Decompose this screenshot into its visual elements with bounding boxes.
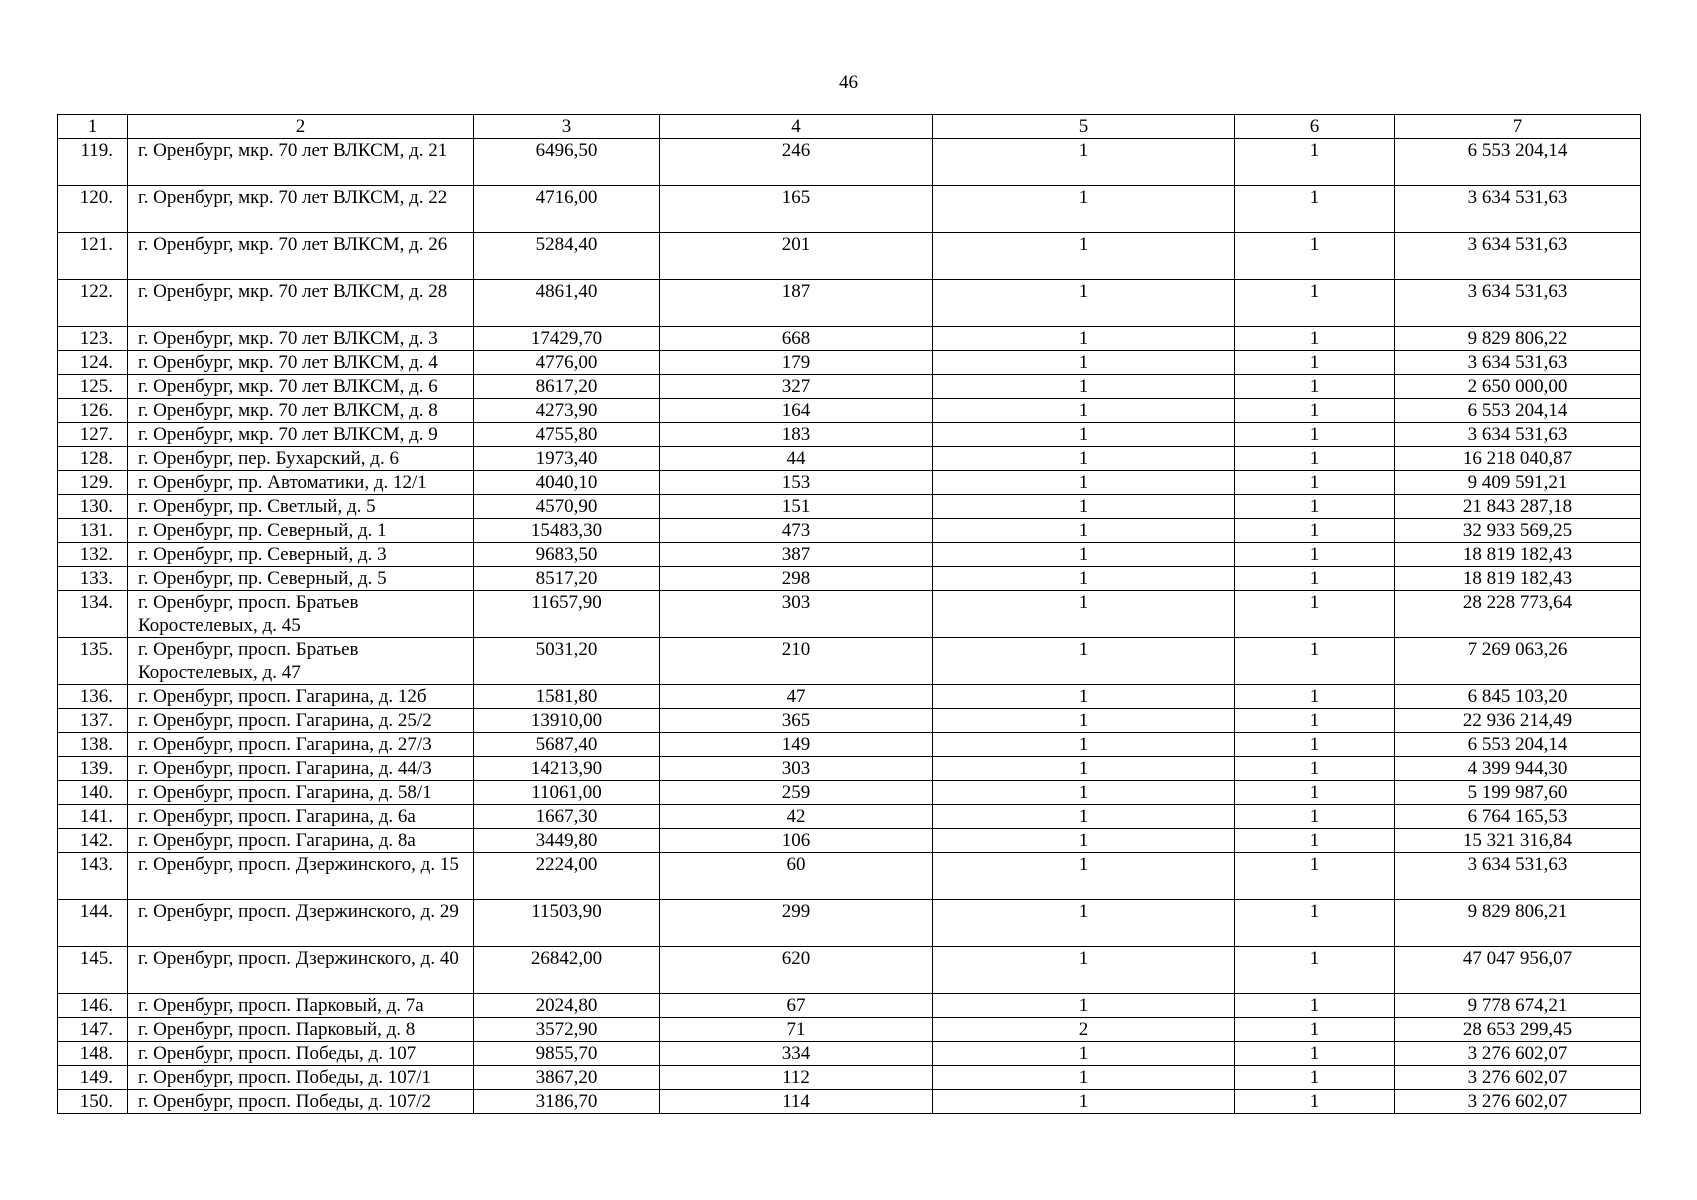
column-header: 6 xyxy=(1235,115,1395,139)
cost-cell: 6 553 204,14 xyxy=(1395,399,1641,423)
residents-cell: 334 xyxy=(660,1042,933,1066)
address-cell: г. Оренбург, мкр. 70 лет ВЛКСМ, д. 3 xyxy=(128,327,474,351)
table-row xyxy=(58,900,1641,947)
area-cell: 11061,00 xyxy=(474,781,660,805)
col5-cell: 1 xyxy=(933,805,1235,829)
col6-cell: 1 xyxy=(1235,327,1395,351)
area-cell: 13910,00 xyxy=(474,709,660,733)
table-row xyxy=(58,1018,1641,1042)
row-number: 135. xyxy=(58,638,128,685)
cost-cell: 3 634 531,63 xyxy=(1395,351,1641,375)
table-row xyxy=(58,139,1641,186)
cost-cell: 9 829 806,22 xyxy=(1395,327,1641,351)
col5-cell: 2 xyxy=(933,1018,1235,1042)
table-row xyxy=(58,399,1641,423)
address-cell: г. Оренбург, пер. Бухарский, д. 6 xyxy=(128,447,474,471)
column-number-header xyxy=(58,115,1641,139)
residents-cell: 149 xyxy=(660,733,933,757)
residents-cell: 47 xyxy=(660,685,933,709)
row-number: 148. xyxy=(58,1042,128,1066)
col6-cell: 1 xyxy=(1235,947,1395,994)
address-cell: г. Оренбург, просп. Дзержинского, д. 29 xyxy=(128,900,474,947)
col5-cell: 1 xyxy=(933,423,1235,447)
col5-cell: 1 xyxy=(933,399,1235,423)
cost-cell: 6 553 204,14 xyxy=(1395,733,1641,757)
col6-cell: 1 xyxy=(1235,280,1395,327)
table-row xyxy=(58,351,1641,375)
table-row xyxy=(58,567,1641,591)
row-number: 142. xyxy=(58,829,128,853)
area-cell: 8617,20 xyxy=(474,375,660,399)
table-row xyxy=(58,280,1641,327)
col5-cell: 1 xyxy=(933,1042,1235,1066)
col6-cell: 1 xyxy=(1235,757,1395,781)
address-cell: г. Оренбург, пр. Северный, д. 1 xyxy=(128,519,474,543)
col6-cell: 1 xyxy=(1235,423,1395,447)
address-cell: г. Оренбург, мкр. 70 лет ВЛКСМ, д. 6 xyxy=(128,375,474,399)
residents-cell: 303 xyxy=(660,757,933,781)
col5-cell: 1 xyxy=(933,709,1235,733)
residents-cell: 365 xyxy=(660,709,933,733)
cost-cell: 9 409 591,21 xyxy=(1395,471,1641,495)
residents-cell: 112 xyxy=(660,1066,933,1090)
address-cell: г. Оренбург, просп. Парковый, д. 7а xyxy=(128,994,474,1018)
row-number: 121. xyxy=(58,233,128,280)
col5-cell: 1 xyxy=(933,947,1235,994)
row-number: 130. xyxy=(58,495,128,519)
col5-cell: 1 xyxy=(933,186,1235,233)
table-row xyxy=(58,709,1641,733)
residents-cell: 259 xyxy=(660,781,933,805)
cost-cell: 6 553 204,14 xyxy=(1395,139,1641,186)
residents-cell: 153 xyxy=(660,471,933,495)
row-number: 125. xyxy=(58,375,128,399)
area-cell: 5284,40 xyxy=(474,233,660,280)
area-cell: 4755,80 xyxy=(474,423,660,447)
area-cell: 4861,40 xyxy=(474,280,660,327)
table-row xyxy=(58,638,1641,685)
row-number: 141. xyxy=(58,805,128,829)
area-cell: 2024,80 xyxy=(474,994,660,1018)
cost-cell: 28 228 773,64 xyxy=(1395,591,1641,638)
col6-cell: 1 xyxy=(1235,709,1395,733)
col5-cell: 1 xyxy=(933,519,1235,543)
cost-cell: 4 399 944,30 xyxy=(1395,757,1641,781)
address-cell: г. Оренбург, мкр. 70 лет ВЛКСМ, д. 22 xyxy=(128,186,474,233)
col6-cell: 1 xyxy=(1235,495,1395,519)
col6-cell: 1 xyxy=(1235,853,1395,900)
residents-cell: 187 xyxy=(660,280,933,327)
area-cell: 1973,40 xyxy=(474,447,660,471)
address-cell: г. Оренбург, пр. Автоматики, д. 12/1 xyxy=(128,471,474,495)
address-cell: г. Оренбург, просп. Братьев Коростелевых, д. 47 xyxy=(128,638,474,685)
address-cell: г. Оренбург, пр. Светлый, д. 5 xyxy=(128,495,474,519)
table-body xyxy=(58,139,1641,1114)
table-row xyxy=(58,543,1641,567)
area-cell: 4570,90 xyxy=(474,495,660,519)
col6-cell: 1 xyxy=(1235,1090,1395,1114)
row-number: 147. xyxy=(58,1018,128,1042)
area-cell: 4040,10 xyxy=(474,471,660,495)
cost-cell: 3 634 531,63 xyxy=(1395,233,1641,280)
area-cell: 3186,70 xyxy=(474,1090,660,1114)
row-number: 138. xyxy=(58,733,128,757)
residents-cell: 210 xyxy=(660,638,933,685)
col5-cell: 1 xyxy=(933,375,1235,399)
col5-cell: 1 xyxy=(933,685,1235,709)
cost-cell: 15 321 316,84 xyxy=(1395,829,1641,853)
address-cell: г. Оренбург, просп. Победы, д. 107/2 xyxy=(128,1090,474,1114)
col6-cell: 1 xyxy=(1235,139,1395,186)
col5-cell: 1 xyxy=(933,591,1235,638)
cost-cell: 5 199 987,60 xyxy=(1395,781,1641,805)
row-number: 126. xyxy=(58,399,128,423)
col6-cell: 1 xyxy=(1235,471,1395,495)
col6-cell: 1 xyxy=(1235,685,1395,709)
address-cell: г. Оренбург, просп. Гагарина, д. 58/1 xyxy=(128,781,474,805)
table-row xyxy=(58,1066,1641,1090)
col5-cell: 1 xyxy=(933,994,1235,1018)
row-number: 139. xyxy=(58,757,128,781)
address-cell: г. Оренбург, просп. Дзержинского, д. 15 xyxy=(128,853,474,900)
page-number: 46 xyxy=(839,72,858,93)
address-cell: г. Оренбург, просп. Гагарина, д. 8а xyxy=(128,829,474,853)
row-number: 119. xyxy=(58,139,128,186)
table-row xyxy=(58,327,1641,351)
table-row xyxy=(58,186,1641,233)
row-number: 143. xyxy=(58,853,128,900)
col5-cell: 1 xyxy=(933,829,1235,853)
address-cell: г. Оренбург, мкр. 70 лет ВЛКСМ, д. 26 xyxy=(128,233,474,280)
residents-cell: 246 xyxy=(660,139,933,186)
residents-cell: 151 xyxy=(660,495,933,519)
cost-cell: 6 764 165,53 xyxy=(1395,805,1641,829)
col6-cell: 1 xyxy=(1235,1042,1395,1066)
residents-cell: 164 xyxy=(660,399,933,423)
residents-cell: 42 xyxy=(660,805,933,829)
row-number: 127. xyxy=(58,423,128,447)
row-number: 140. xyxy=(58,781,128,805)
table-row xyxy=(58,1042,1641,1066)
table-row xyxy=(58,733,1641,757)
area-cell: 9855,70 xyxy=(474,1042,660,1066)
row-number: 131. xyxy=(58,519,128,543)
row-number: 134. xyxy=(58,591,128,638)
col5-cell: 1 xyxy=(933,853,1235,900)
cost-cell: 22 936 214,49 xyxy=(1395,709,1641,733)
table-row xyxy=(58,829,1641,853)
cost-cell: 3 276 602,07 xyxy=(1395,1090,1641,1114)
area-cell: 11657,90 xyxy=(474,591,660,638)
address-cell: г. Оренбург, просп. Дзержинского, д. 40 xyxy=(128,947,474,994)
residents-cell: 71 xyxy=(660,1018,933,1042)
table-row xyxy=(58,471,1641,495)
row-number: 145. xyxy=(58,947,128,994)
table-row xyxy=(58,805,1641,829)
area-cell: 8517,20 xyxy=(474,567,660,591)
residents-cell: 165 xyxy=(660,186,933,233)
residents-cell: 473 xyxy=(660,519,933,543)
address-cell: г. Оренбург, просп. Гагарина, д. 27/3 xyxy=(128,733,474,757)
cost-cell: 3 276 602,07 xyxy=(1395,1066,1641,1090)
address-cell: г. Оренбург, просп. Братьев Коростелевых, д. 45 xyxy=(128,591,474,638)
residents-cell: 67 xyxy=(660,994,933,1018)
col5-cell: 1 xyxy=(933,543,1235,567)
row-number: 128. xyxy=(58,447,128,471)
col5-cell: 1 xyxy=(933,1066,1235,1090)
area-cell: 4273,90 xyxy=(474,399,660,423)
housing-registry-table xyxy=(57,114,1641,1114)
col6-cell: 1 xyxy=(1235,591,1395,638)
residents-cell: 60 xyxy=(660,853,933,900)
residents-cell: 44 xyxy=(660,447,933,471)
cost-cell: 6 845 103,20 xyxy=(1395,685,1641,709)
address-cell: г. Оренбург, пр. Северный, д. 3 xyxy=(128,543,474,567)
row-number: 150. xyxy=(58,1090,128,1114)
col6-cell: 1 xyxy=(1235,1066,1395,1090)
area-cell: 3572,90 xyxy=(474,1018,660,1042)
residents-cell: 106 xyxy=(660,829,933,853)
cost-cell: 16 218 040,87 xyxy=(1395,447,1641,471)
address-cell: г. Оренбург, мкр. 70 лет ВЛКСМ, д. 21 xyxy=(128,139,474,186)
cost-cell: 7 269 063,26 xyxy=(1395,638,1641,685)
cost-cell: 3 276 602,07 xyxy=(1395,1042,1641,1066)
area-cell: 3867,20 xyxy=(474,1066,660,1090)
col5-cell: 1 xyxy=(933,280,1235,327)
cost-cell: 3 634 531,63 xyxy=(1395,280,1641,327)
residents-cell: 179 xyxy=(660,351,933,375)
col5-cell: 1 xyxy=(933,139,1235,186)
table-row xyxy=(58,233,1641,280)
area-cell: 11503,90 xyxy=(474,900,660,947)
col5-cell: 1 xyxy=(933,1090,1235,1114)
col5-cell: 1 xyxy=(933,351,1235,375)
cost-cell: 18 819 182,43 xyxy=(1395,567,1641,591)
col6-cell: 1 xyxy=(1235,567,1395,591)
row-number: 123. xyxy=(58,327,128,351)
address-cell: г. Оренбург, мкр. 70 лет ВЛКСМ, д. 9 xyxy=(128,423,474,447)
residents-cell: 183 xyxy=(660,423,933,447)
cost-cell: 3 634 531,63 xyxy=(1395,423,1641,447)
col5-cell: 1 xyxy=(933,733,1235,757)
col5-cell: 1 xyxy=(933,327,1235,351)
cost-cell: 2 650 000,00 xyxy=(1395,375,1641,399)
cost-cell: 21 843 287,18 xyxy=(1395,495,1641,519)
row-number: 122. xyxy=(58,280,128,327)
col6-cell: 1 xyxy=(1235,447,1395,471)
residents-cell: 327 xyxy=(660,375,933,399)
residents-cell: 620 xyxy=(660,947,933,994)
row-number: 133. xyxy=(58,567,128,591)
residents-cell: 298 xyxy=(660,567,933,591)
column-header: 4 xyxy=(660,115,933,139)
cost-cell: 28 653 299,45 xyxy=(1395,1018,1641,1042)
area-cell: 4776,00 xyxy=(474,351,660,375)
residents-cell: 303 xyxy=(660,591,933,638)
col6-cell: 1 xyxy=(1235,186,1395,233)
table-row xyxy=(58,495,1641,519)
column-header: 7 xyxy=(1395,115,1641,139)
col6-cell: 1 xyxy=(1235,638,1395,685)
col6-cell: 1 xyxy=(1235,233,1395,280)
cost-cell: 47 047 956,07 xyxy=(1395,947,1641,994)
table-row xyxy=(58,757,1641,781)
row-number: 144. xyxy=(58,900,128,947)
table-row xyxy=(58,519,1641,543)
col6-cell: 1 xyxy=(1235,733,1395,757)
row-number: 129. xyxy=(58,471,128,495)
area-cell: 5031,20 xyxy=(474,638,660,685)
cost-cell: 3 634 531,63 xyxy=(1395,186,1641,233)
col6-cell: 1 xyxy=(1235,781,1395,805)
address-cell: г. Оренбург, просп. Победы, д. 107/1 xyxy=(128,1066,474,1090)
cost-cell: 32 933 569,25 xyxy=(1395,519,1641,543)
row-number: 120. xyxy=(58,186,128,233)
row-number: 137. xyxy=(58,709,128,733)
col6-cell: 1 xyxy=(1235,351,1395,375)
area-cell: 5687,40 xyxy=(474,733,660,757)
table-row xyxy=(58,781,1641,805)
table-row xyxy=(58,375,1641,399)
row-number: 132. xyxy=(58,543,128,567)
col6-cell: 1 xyxy=(1235,375,1395,399)
col5-cell: 1 xyxy=(933,447,1235,471)
area-cell: 2224,00 xyxy=(474,853,660,900)
col5-cell: 1 xyxy=(933,233,1235,280)
area-cell: 6496,50 xyxy=(474,139,660,186)
col6-cell: 1 xyxy=(1235,519,1395,543)
cost-cell: 9 829 806,21 xyxy=(1395,900,1641,947)
table-row xyxy=(58,947,1641,994)
address-cell: г. Оренбург, просп. Победы, д. 107 xyxy=(128,1042,474,1066)
col6-cell: 1 xyxy=(1235,805,1395,829)
col5-cell: 1 xyxy=(933,900,1235,947)
column-header: 5 xyxy=(933,115,1235,139)
table-row xyxy=(58,1090,1641,1114)
col6-cell: 1 xyxy=(1235,900,1395,947)
row-number: 149. xyxy=(58,1066,128,1090)
column-header: 3 xyxy=(474,115,660,139)
cost-cell: 9 778 674,21 xyxy=(1395,994,1641,1018)
address-cell: г. Оренбург, просп. Гагарина, д. 44/3 xyxy=(128,757,474,781)
address-cell: г. Оренбург, пр. Северный, д. 5 xyxy=(128,567,474,591)
col6-cell: 1 xyxy=(1235,829,1395,853)
residents-cell: 668 xyxy=(660,327,933,351)
address-cell: г. Оренбург, мкр. 70 лет ВЛКСМ, д. 8 xyxy=(128,399,474,423)
area-cell: 15483,30 xyxy=(474,519,660,543)
col5-cell: 1 xyxy=(933,638,1235,685)
col6-cell: 1 xyxy=(1235,543,1395,567)
cost-cell: 3 634 531,63 xyxy=(1395,853,1641,900)
cost-cell: 18 819 182,43 xyxy=(1395,543,1641,567)
area-cell: 1667,30 xyxy=(474,805,660,829)
address-cell: г. Оренбург, просп. Гагарина, д. 25/2 xyxy=(128,709,474,733)
area-cell: 26842,00 xyxy=(474,947,660,994)
table-row xyxy=(58,994,1641,1018)
row-number: 146. xyxy=(58,994,128,1018)
col5-cell: 1 xyxy=(933,567,1235,591)
column-header: 1 xyxy=(58,115,128,139)
table-row xyxy=(58,423,1641,447)
area-cell: 17429,70 xyxy=(474,327,660,351)
area-cell: 14213,90 xyxy=(474,757,660,781)
residents-cell: 201 xyxy=(660,233,933,280)
row-number: 136. xyxy=(58,685,128,709)
address-cell: г. Оренбург, просп. Парковый, д. 8 xyxy=(128,1018,474,1042)
area-cell: 1581,80 xyxy=(474,685,660,709)
table-row xyxy=(58,685,1641,709)
row-number: 124. xyxy=(58,351,128,375)
address-cell: г. Оренбург, мкр. 70 лет ВЛКСМ, д. 28 xyxy=(128,280,474,327)
col6-cell: 1 xyxy=(1235,399,1395,423)
residents-cell: 387 xyxy=(660,543,933,567)
residents-cell: 299 xyxy=(660,900,933,947)
address-cell: г. Оренбург, просп. Гагарина, д. 6а xyxy=(128,805,474,829)
area-cell: 3449,80 xyxy=(474,829,660,853)
table-row xyxy=(58,853,1641,900)
column-header: 2 xyxy=(128,115,474,139)
col5-cell: 1 xyxy=(933,495,1235,519)
address-cell: г. Оренбург, мкр. 70 лет ВЛКСМ, д. 4 xyxy=(128,351,474,375)
col5-cell: 1 xyxy=(933,781,1235,805)
col5-cell: 1 xyxy=(933,471,1235,495)
area-cell: 4716,00 xyxy=(474,186,660,233)
col6-cell: 1 xyxy=(1235,1018,1395,1042)
area-cell: 9683,50 xyxy=(474,543,660,567)
col6-cell: 1 xyxy=(1235,994,1395,1018)
residents-cell: 114 xyxy=(660,1090,933,1114)
col5-cell: 1 xyxy=(933,757,1235,781)
address-cell: г. Оренбург, просп. Гагарина, д. 12б xyxy=(128,685,474,709)
table-row xyxy=(58,591,1641,638)
table-row xyxy=(58,447,1641,471)
